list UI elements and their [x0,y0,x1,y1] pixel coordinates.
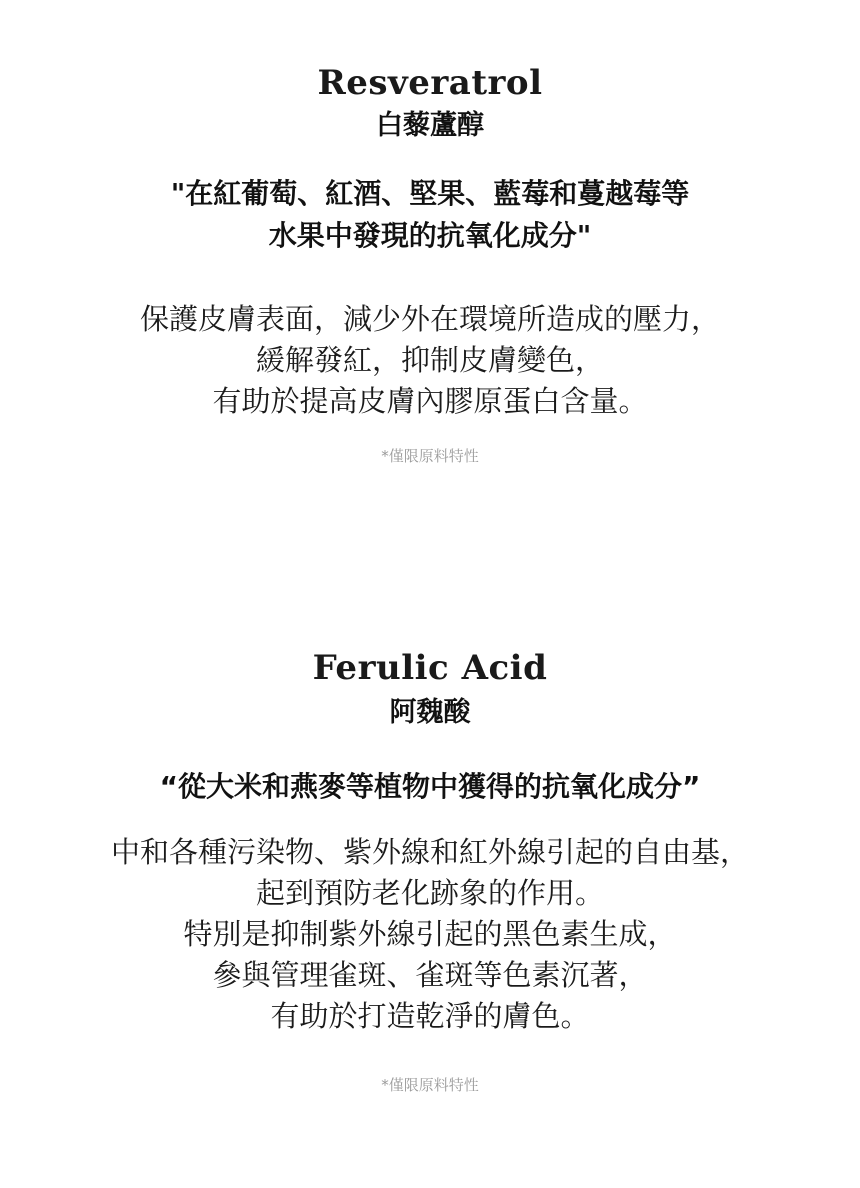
description-line: 特別是抑制紫外線引起的黑色素生成， [183,917,677,951]
ingredient-quote [0,173,860,257]
ingredient-footnote: *僅限原料特性 [381,447,479,465]
ingredient-title-zh: 白藜蘆醇 [376,110,484,141]
description-line: 中和各種污染物、紫外線和紅外線引起的自由基， [110,835,749,869]
ingredient-title-en: Resveratrol [317,63,543,103]
description-line: 有助於打造乾淨的膚色。 [270,999,590,1033]
ingredient-footnote: *僅限原料特性 [381,1076,479,1094]
quote-line: "在紅葡萄、紅酒、堅果、藍莓和蔓越莓等 [170,177,690,210]
description-line: 有助於提高皮膚內膠原蛋白含量。 [212,384,648,418]
ingredient-title-en: Ferulic Acid [312,648,548,688]
description-line: 保護皮膚表面，減少外在環境所造成的壓力， [139,302,720,336]
ingredient-section-resveratrol [0,63,860,466]
ingredient-description [0,832,860,1037]
description-line: 緩解發紅，抑制皮膚變色， [255,343,604,377]
description-line: 起到預防老化跡象的作用。 [255,876,604,910]
ingredient-title-zh: 阿魏酸 [389,697,471,728]
quote-line: 水果中發現的抗氧化成分" [268,219,592,252]
ingredient-description [0,299,860,422]
ingredient-quote [0,766,860,808]
description-line: 參與管理雀斑、雀斑等色素沉著， [212,958,648,992]
ingredient-section-ferulic-acid [0,648,860,1095]
quote-line: “從大米和燕麥等植物中獲得的抗氧化成分” [159,770,701,803]
